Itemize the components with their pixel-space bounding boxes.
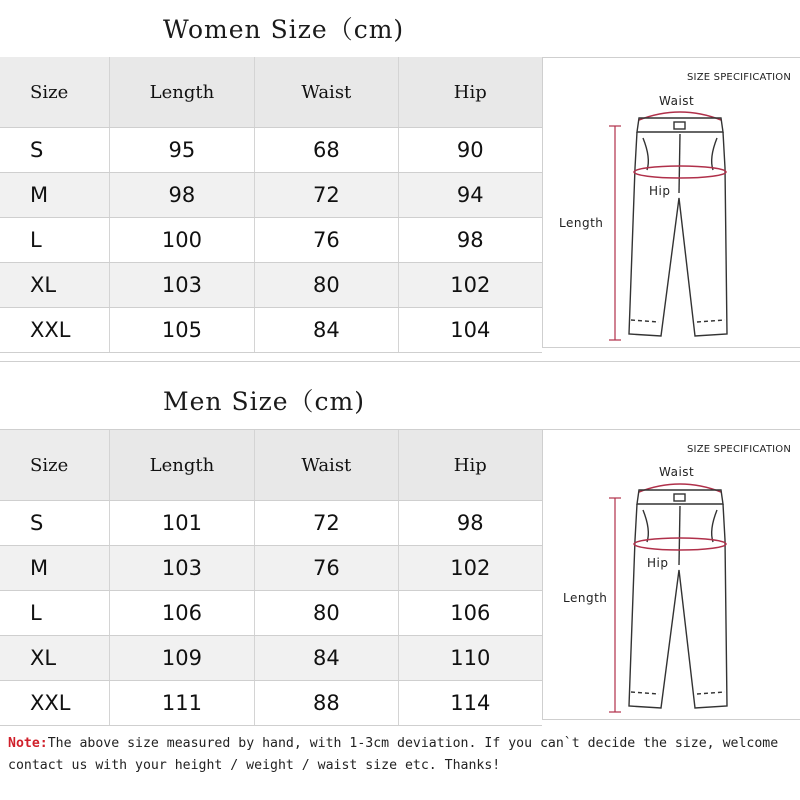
header-size: Size [0,57,110,127]
table-header-row [0,430,542,501]
men-size-title: Men Size（cm) [163,387,365,416]
table-row [0,173,542,218]
hip-cell: 94 [456,183,484,207]
length-cell: 95 [110,128,255,172]
hip-cell: 102 [450,556,491,580]
size-cell: L [0,218,110,262]
waist-cell: 88 [255,681,398,725]
waist-cell: 80 [255,263,398,307]
header-waist: Waist [255,430,398,500]
hip-cell: 90 [456,138,484,162]
waist-cell: 68 [255,128,398,172]
men-size-table [0,429,542,726]
size-spec-label: SIZE SPECIFICATION [687,444,792,455]
hip-label: Hip [649,184,671,198]
length-cell: 103 [110,263,255,307]
header-hip: Hip [399,57,542,127]
table-row [0,681,542,726]
size-cell: XXL [0,308,110,352]
length-cell: 101 [110,501,255,545]
waist-label: Waist [659,94,695,108]
length-cell: 111 [110,681,255,725]
waist-cell: 72 [255,501,398,545]
pants-icon [543,430,800,719]
hip-cell: 106 [450,601,491,625]
length-cell: 100 [110,218,255,262]
note-body: The above size measured by hand, with 1-3cm deviation. If you can`t decide the size, welcome contact us with your height / weight / waist size etc. Thanks! [8,736,779,773]
header-size: Size [0,430,110,500]
waist-cell: 84 [255,636,398,680]
waist-cell: 84 [255,308,398,352]
length-cell: 109 [110,636,255,680]
women-size-title: Women Size（cm) [163,15,405,44]
waist-cell: 72 [255,173,398,217]
men-pants-diagram [542,429,800,720]
header-length: Length [110,57,255,127]
note-label: Note: [8,736,48,751]
table-row [0,501,542,546]
size-spec-label: SIZE SPECIFICATION [687,72,792,83]
table-row [0,308,542,353]
table-row [0,218,542,263]
women-pants-diagram [542,57,800,348]
hip-label: Hip [647,556,669,570]
size-cell: XL [0,636,110,680]
size-cell: XXL [0,681,110,725]
women-size-table [0,57,542,353]
size-cell: M [0,173,110,217]
length-cell: 105 [110,308,255,352]
pants-icon [543,58,800,347]
table-row [0,128,542,173]
length-cell: 106 [110,591,255,635]
size-cell: L [0,591,110,635]
note-text [8,733,798,777]
hip-cell: 98 [456,511,484,535]
length-cell: 98 [110,173,255,217]
length-label: Length [563,591,608,605]
size-cell: S [0,128,110,172]
header-waist: Waist [255,57,398,127]
hip-cell: 98 [456,228,484,252]
waist-cell: 80 [255,591,398,635]
waist-label: Waist [659,465,695,479]
hip-cell: 104 [450,318,491,342]
hip-cell: 110 [450,646,491,670]
length-cell: 103 [110,546,255,590]
header-hip: Hip [399,430,542,500]
table-row [0,636,542,681]
hip-cell: 114 [450,691,491,715]
length-label: Length [559,216,604,230]
size-cell: M [0,546,110,590]
waist-cell: 76 [255,218,398,262]
table-row [0,546,542,591]
table-header-row [0,57,542,128]
size-cell: S [0,501,110,545]
waist-cell: 76 [255,546,398,590]
hip-cell: 102 [450,273,491,297]
size-cell: XL [0,263,110,307]
header-length: Length [110,430,255,500]
table-row [0,263,542,308]
divider [0,361,800,362]
table-row [0,591,542,636]
